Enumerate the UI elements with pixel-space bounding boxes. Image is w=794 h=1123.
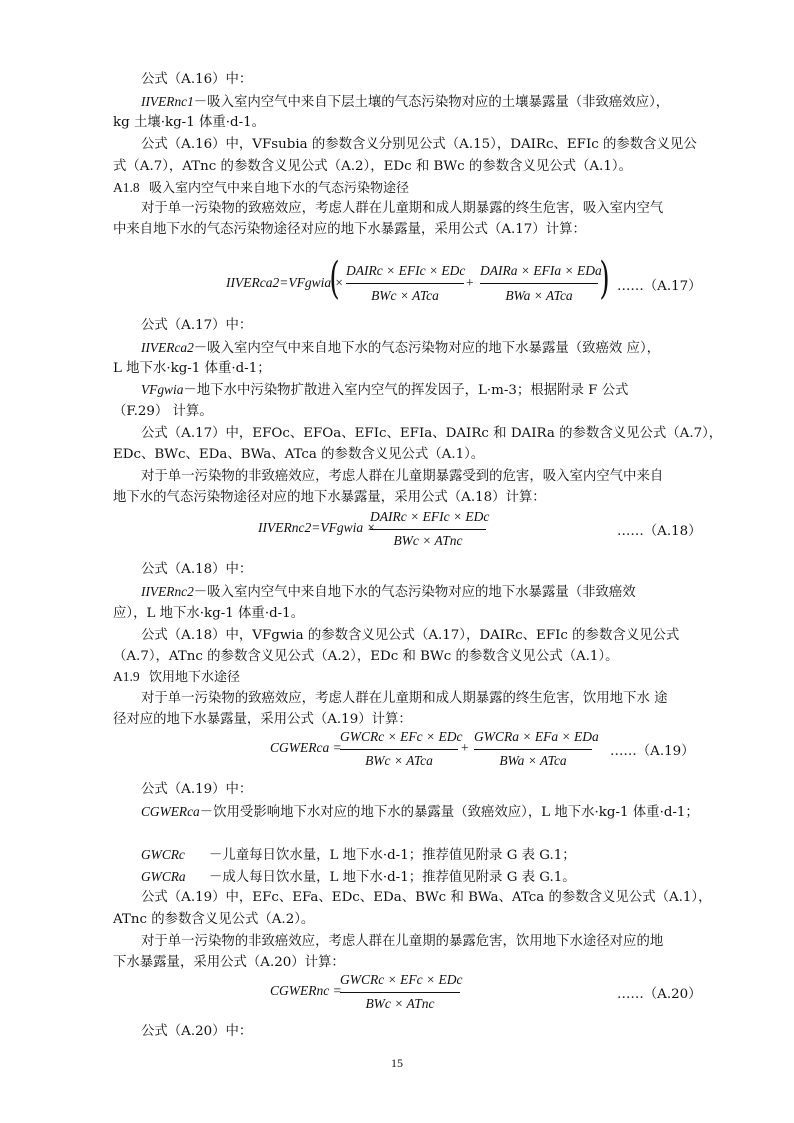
text-line: IIVERnc2－吸入室内空气中来自地下水的气态污染物对应的地下水暴露量（非致癌效 xyxy=(141,584,636,600)
text-line: GWCRa －成人每日饮水量，L 地下水·d-1；推荐值见附录 G 表 G.1。 xyxy=(141,869,576,885)
denominator: BWc × ATca xyxy=(365,753,433,768)
denominator: BWa × ATca xyxy=(499,753,567,768)
fraction-bar xyxy=(340,749,458,750)
text-line: 对于单一污染物的非致癌效应，考虑人群在儿童期的暴露危害，饮用地下水途径对应的地 xyxy=(141,934,664,949)
equation-lhs: IIVERnc2=VFgwia × xyxy=(258,520,376,535)
text-line: IIVERnc1－吸入室内空气中来自下层土壤的气态污染物对应的土壤暴露量（非致癌效应）， xyxy=(141,94,670,110)
equation-lhs: IIVERca2=VFgwia × xyxy=(226,275,344,290)
equation-number: ……（A.18） xyxy=(617,524,702,539)
plus-sign: + xyxy=(461,740,469,755)
text-line: 公式（A.17）中： xyxy=(141,318,253,333)
denominator: BWc × ATnc xyxy=(365,996,435,1011)
text-line: 径对应的地下水暴露量，采用公式（A.19）计算： xyxy=(113,712,412,727)
numerator: GWCRc × EFc × EDc xyxy=(340,972,463,987)
text-line: 式（A.7），ATnc 的参数含义见公式（A.2），EDc 和 BWc 的参数含义见公式（A.1）。 xyxy=(113,159,632,174)
page-number: 15 xyxy=(391,1056,403,1070)
text-line: 地下水的气态污染物途径对应的地下水暴露量，采用公式（A.18）计算： xyxy=(113,490,546,505)
section-heading: A1.9 饮用地下水途径 xyxy=(113,669,241,685)
text-line: 对于单一污染物的致癌效应，考虑人群在儿童期和成人期暴露的终生危害，吸入室内空气 xyxy=(141,201,664,216)
section-heading: A1.8 吸入室内空气中来自地下水的气态污染物途径 xyxy=(113,180,410,196)
text-line: 公式（A.16）中： xyxy=(141,72,253,87)
left-paren: ( xyxy=(329,253,340,304)
text-line: 公式（A.17）中，EFOc、EFOa、EFIc、EFIa、DAIRc 和 DAIRa 的参数含义见公式（A.7）， xyxy=(141,426,723,441)
fraction-bar xyxy=(370,529,486,530)
text-line: EDc、BWc、EDa、BWa、ATca 的参数含义见公式（A.1）。 xyxy=(113,447,485,462)
text-line: 对于单一污染物的致癌效应，考虑人群在儿童期和成人期暴露的终生危害，饮用地下水 途 xyxy=(141,691,668,706)
numerator: DAIRa × EFIa × EDa xyxy=(480,263,602,278)
fraction-bar xyxy=(340,992,460,993)
text-line: （A.7），ATnc 的参数含义见公式（A.2），EDc 和 BWc 的参数含义见公式（A.1）。 xyxy=(113,649,619,664)
text-line: ATnc 的参数含义见公式（A.2）。 xyxy=(113,912,315,927)
text-line: VFgwia－地下水中污染物扩散进入室内空气的挥发因子，L·m-3；根据附录 F 公式 xyxy=(141,382,629,398)
text-line: 公式（A.18）中，VFgwia 的参数含义见公式（A.17），DAIRc、EFIc 的参数含义见公式 xyxy=(141,628,680,643)
equation-lhs: CGWERca = xyxy=(270,740,342,755)
equation-lhs: CGWERnc = xyxy=(270,983,342,998)
text-line: 公式（A.18）中： xyxy=(141,562,253,577)
text-line: 公式（A.16）中，VFsubia 的参数含义分别见公式（A.15），DAIRc、EFIc 的参数含义见公 xyxy=(141,137,697,152)
numerator: GWCRc × EFc × EDc xyxy=(340,729,463,744)
text-line: GWCRc －儿童每日饮水量，L 地下水·d-1；推荐值见附录 G 表 G.1； xyxy=(141,847,576,863)
numerator: DAIRc × EFIc × EDc xyxy=(346,263,466,278)
text-line: 应），L 地下水·kg-1 体重·d-1。 xyxy=(113,606,305,621)
text-line: 中来自地下水的气态污染物途径对应的地下水暴露量，采用公式（A.17）计算： xyxy=(113,222,586,237)
plus-sign: + xyxy=(466,275,474,290)
text-line: 公式（A.20）中： xyxy=(141,1024,253,1039)
text-line: 下水暴露量，采用公式（A.20）计算： xyxy=(113,955,345,970)
text-line: 对于单一污染物的非致癌效应，考虑人群在儿童期暴露受到的危害，吸入室内空气中来自 xyxy=(141,469,664,484)
text-line: IIVERca2－吸入室内空气中来自地下水的气态污染物对应的地下水暴露量（致癌效 应）， xyxy=(141,340,661,356)
text-line: （F.29） 计算。 xyxy=(113,404,213,419)
numerator: DAIRc × EFIc × EDc xyxy=(370,509,490,524)
fraction-bar xyxy=(480,283,598,284)
right-paren: ) xyxy=(599,253,610,304)
text-line: L 地下水·kg-1 体重·d-1； xyxy=(113,361,271,376)
text-line: CGWERca－饮用受影响地下水对应的地下水的暴露量（致癌效应），L 地下水·kg-1 体重·d-1； xyxy=(141,804,699,820)
denominator: BWa × ATca xyxy=(505,288,573,303)
fraction-bar xyxy=(346,283,464,284)
equation-number: ……（A.20） xyxy=(617,987,702,1002)
text-line: kg 土壤·kg-1 体重·d-1。 xyxy=(113,115,266,130)
fraction-bar xyxy=(474,749,592,750)
equation-number: ……（A.17） xyxy=(617,279,702,294)
text-line: 公式（A.19）中，EFc、EFa、EDc、EDa、BWc 和 BWa、ATca 的参数含义见公式（A.1）， xyxy=(141,890,712,905)
denominator: BWc × ATnc xyxy=(393,533,463,548)
text-line: 公式（A.19）中： xyxy=(141,782,253,797)
numerator: GWCRa × EFa × EDa xyxy=(474,729,599,744)
equation-number: ……（A.19） xyxy=(610,744,695,759)
denominator: BWc × ATca xyxy=(371,288,439,303)
